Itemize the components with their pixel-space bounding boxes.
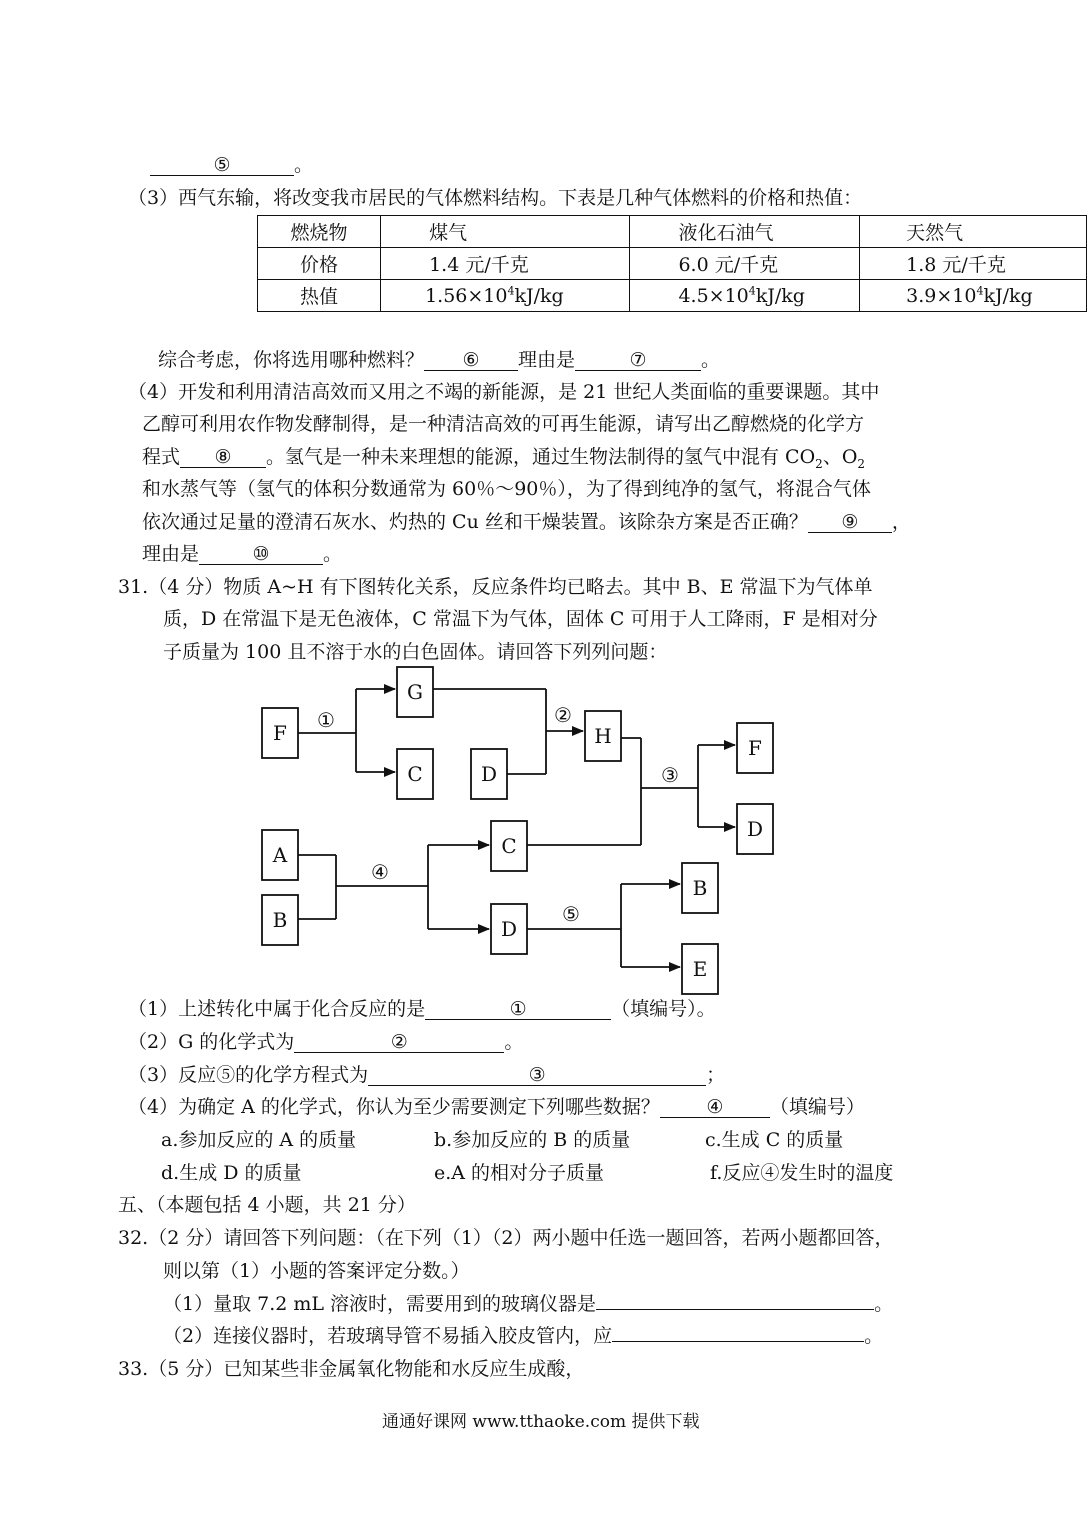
option-e: e.A 的相对分子质量 — [434, 1162, 605, 1184]
question-31-sub2: （2）G 的化学式为 ② 。 — [128, 1031, 524, 1053]
section-heading: 五、（本题包括 4 小题，共 21 分） — [118, 1194, 416, 1216]
question-31-sub3: （3）反应⑤的化学方程式为 ③ ； — [128, 1064, 726, 1086]
question-31-line: 31.（4 分）物质 A~H 有下图转化关系，反应条件均已略去。其中 B、E 常温下为气体单 — [118, 576, 873, 598]
node-label: F — [748, 736, 762, 760]
node-label: A — [272, 843, 288, 867]
option-a: a.参加反应的 A 的质量 — [161, 1129, 357, 1151]
reaction-label: ① — [317, 708, 335, 732]
option-f: f.反应④发生时的温度 — [710, 1162, 894, 1184]
node-label: H — [594, 724, 612, 748]
node-label: D — [500, 917, 518, 941]
table-cell: 1.4 元/千克 — [381, 248, 630, 280]
question-4-line: 乙醇可利用农作物发酵制得，是一种清洁高效的可再生能源，请写出乙醇燃烧的化学方 — [142, 413, 865, 435]
reaction-label: ② — [554, 703, 572, 727]
option-d: d.生成 D 的质量 — [161, 1162, 302, 1184]
page-footer: 通通好课网 www.tthaoke.com 提供下载 — [382, 1412, 700, 1432]
node-label: G — [407, 680, 423, 704]
answer-line-5: ⑤ 。 — [150, 153, 313, 177]
table-cell: $1.56\times 10^4kJ/kg$ — [381, 280, 630, 312]
node-label: D — [480, 762, 498, 786]
question-32-sub1: （1）量取 7.2 mL 溶液时，需要用到的玻璃仪器是 。 — [163, 1293, 894, 1315]
question-31-line: 质，D 在常温下是无色液体，C 常温下为气体，固体 C 可用于人工降雨，F 是相对分 — [163, 608, 878, 630]
question-33-line: 33.（5 分）已知某些非金属氧化物能和水反应生成酸， — [118, 1358, 585, 1380]
table-cell: $3.9\times 10^4kJ/kg$ — [860, 280, 1087, 312]
row-label: 热值 — [258, 280, 381, 312]
option-c: c.生成 C 的质量 — [705, 1129, 844, 1151]
question-4-line: （4）开发和利用清洁高效而又用之不竭的新能源，是 21 世纪人类面临的重要课题。其中 — [128, 381, 880, 403]
question-4-line: 理由是 ⑩ 。 — [142, 543, 343, 565]
reaction-label: ④ — [371, 860, 389, 884]
node-label: B — [272, 908, 288, 932]
question-31-sub4: （4）为确定 A 的化学式，你认为至少需要测定下列哪些数据？ ④ （填编号） — [128, 1096, 865, 1118]
node-label: C — [501, 834, 517, 858]
question-4-line: 程式 ⑧ 。氢气是一种未来理想的能源，通过生物法制得的氢气中混有 $CO_2$、$O_2$ — [142, 446, 866, 471]
table-header: 液化石油气 — [630, 216, 860, 248]
question-4-line: 和水蒸气等（氢气的体积分数通常为 60％～90％），为了得到纯净的氢气，将混合气体 — [142, 478, 871, 500]
question-3-text: （3）西气东输，将改变我市居民的气体燃料结构。下表是几种气体燃料的价格和热值： — [128, 187, 863, 209]
question-3-summary: 综合考虑，你将选用哪种燃料？ ⑥ 理由是 ⑦ 。 — [158, 349, 721, 371]
table-cell: 6.0 元/千克 — [630, 248, 860, 280]
node-label: C — [407, 762, 423, 786]
question-31-sub1: （1）上述转化中属于化合反应的是 ① （填编号）。 — [128, 998, 716, 1020]
node-label: E — [692, 957, 708, 981]
node-label: D — [746, 817, 764, 841]
option-b: b.参加反应的 B 的质量 — [434, 1129, 631, 1151]
question-32-sub2: （2）连接仪器时，若玻璃导管不易插入胶皮管内，应 。 — [163, 1325, 884, 1347]
row-label: 价格 — [258, 248, 381, 280]
table-header: 煤气 — [381, 216, 630, 248]
node-label: B — [692, 876, 708, 900]
question-4-line: 依次通过足量的澄清石灰水、灼热的 Cu 丝和干燥装置。该除杂方案是否正确？ ⑨ ， — [142, 511, 911, 533]
reaction-label: ③ — [661, 763, 679, 787]
table-header: 天然气 — [860, 216, 1087, 248]
table-header: 燃烧物 — [258, 216, 381, 248]
question-32-line: 32.（2 分）请回答下列问题：（在下列（1）（2）两小题中任选一题回答，若两小题都回答， — [118, 1227, 894, 1249]
question-31-line: 子质量为 100 且不溶于水的白色固体。请回答下列列问题： — [163, 641, 668, 663]
reaction-label: ⑤ — [562, 902, 580, 926]
table-cell: 1.8 元/千克 — [860, 248, 1087, 280]
table-cell: $4.5\times 10^4kJ/kg$ — [630, 280, 860, 312]
node-label: F — [273, 721, 287, 745]
question-32-line: 则以第（1）小题的答案评定分数。） — [163, 1260, 470, 1282]
